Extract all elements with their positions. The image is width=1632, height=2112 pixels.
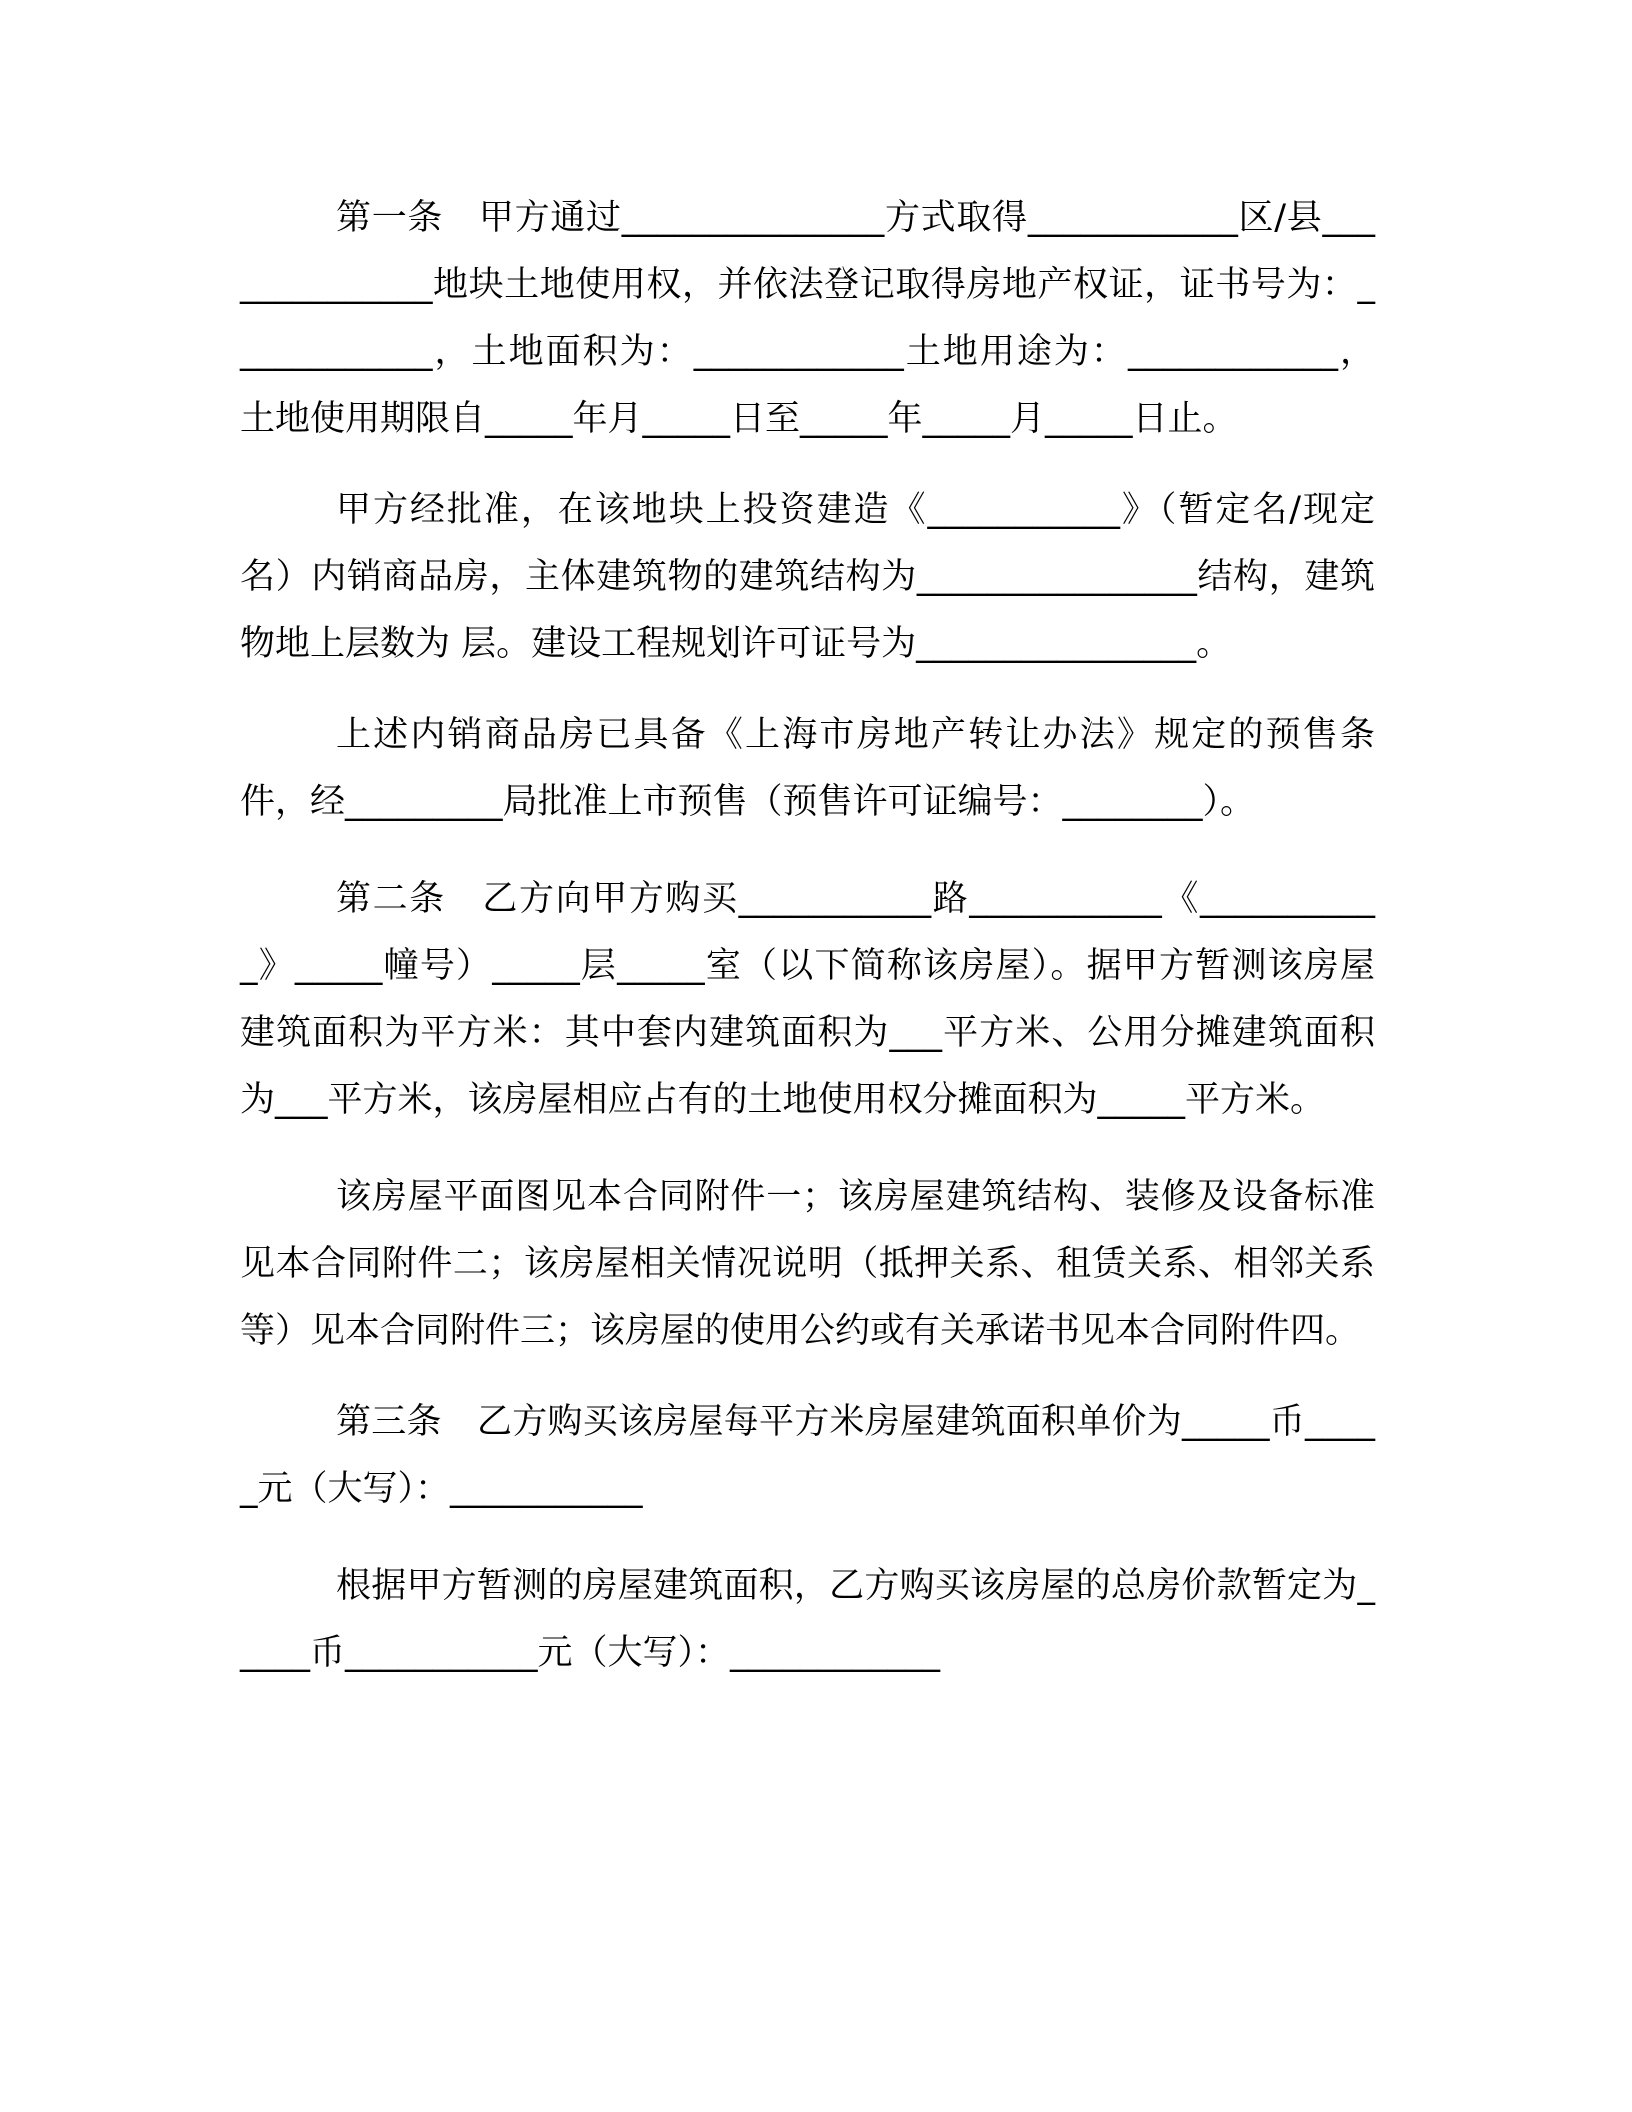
article-1-approval-paragraph: 甲方经批准，在该地块上投资建造《___________》（暂定名/现定名）内销商品房，主体建筑物的建筑结构为________________结构，建筑物地上层数为 层。建设工程规划许可证号为________________。 [240,490,1375,664]
article-2-paragraph: 第二条 乙方向甲方购买___________路___________《___________》_____幢号）_____层_____室（以下简称该房屋）。据甲方暂测该房屋建筑面积为平方米：其中套内建筑面积为___平方米、公用分摊建筑面积为___平方米，该房屋相应占有的土地使用权分摊面积为_____平方米。 [240,879,1375,1120]
article-1-paragraph: 第一条 甲方通过_______________方式取得____________区/县______________地块土地使用权，并依法登记取得房地产权证，证书号为：____________，土地面积为：____________土地用途为：____________，土地使用期限自_____年月_____日至_____年_____月_____日止。 [240,198,1375,439]
article-1-presale-paragraph: 上述内销商品房已具备《上海市房地产转让办法》规定的预售条件，经_________局批准上市预售（预售许可证编号：________）。 [240,715,1375,822]
contract-page [240,185,1375,1687]
article-3-total-paragraph: 根据甲方暂测的房屋建筑面积，乙方购买该房屋的总房价款暂定为_____币___________元（大写）：____________ [240,1566,1375,1673]
article-2-attachments-paragraph: 该房屋平面图见本合同附件一；该房屋建筑结构、装修及设备标准见本合同附件二；该房屋相关情况说明（抵押关系、租赁关系、相邻关系等）见本合同附件三；该房屋的使用公约或有关承诺书见本合同附件四。 [240,1177,1375,1351]
article-3-paragraph: 第三条 乙方购买该房屋每平方米房屋建筑面积单价为_____币_____元（大写）：___________ [240,1402,1375,1509]
